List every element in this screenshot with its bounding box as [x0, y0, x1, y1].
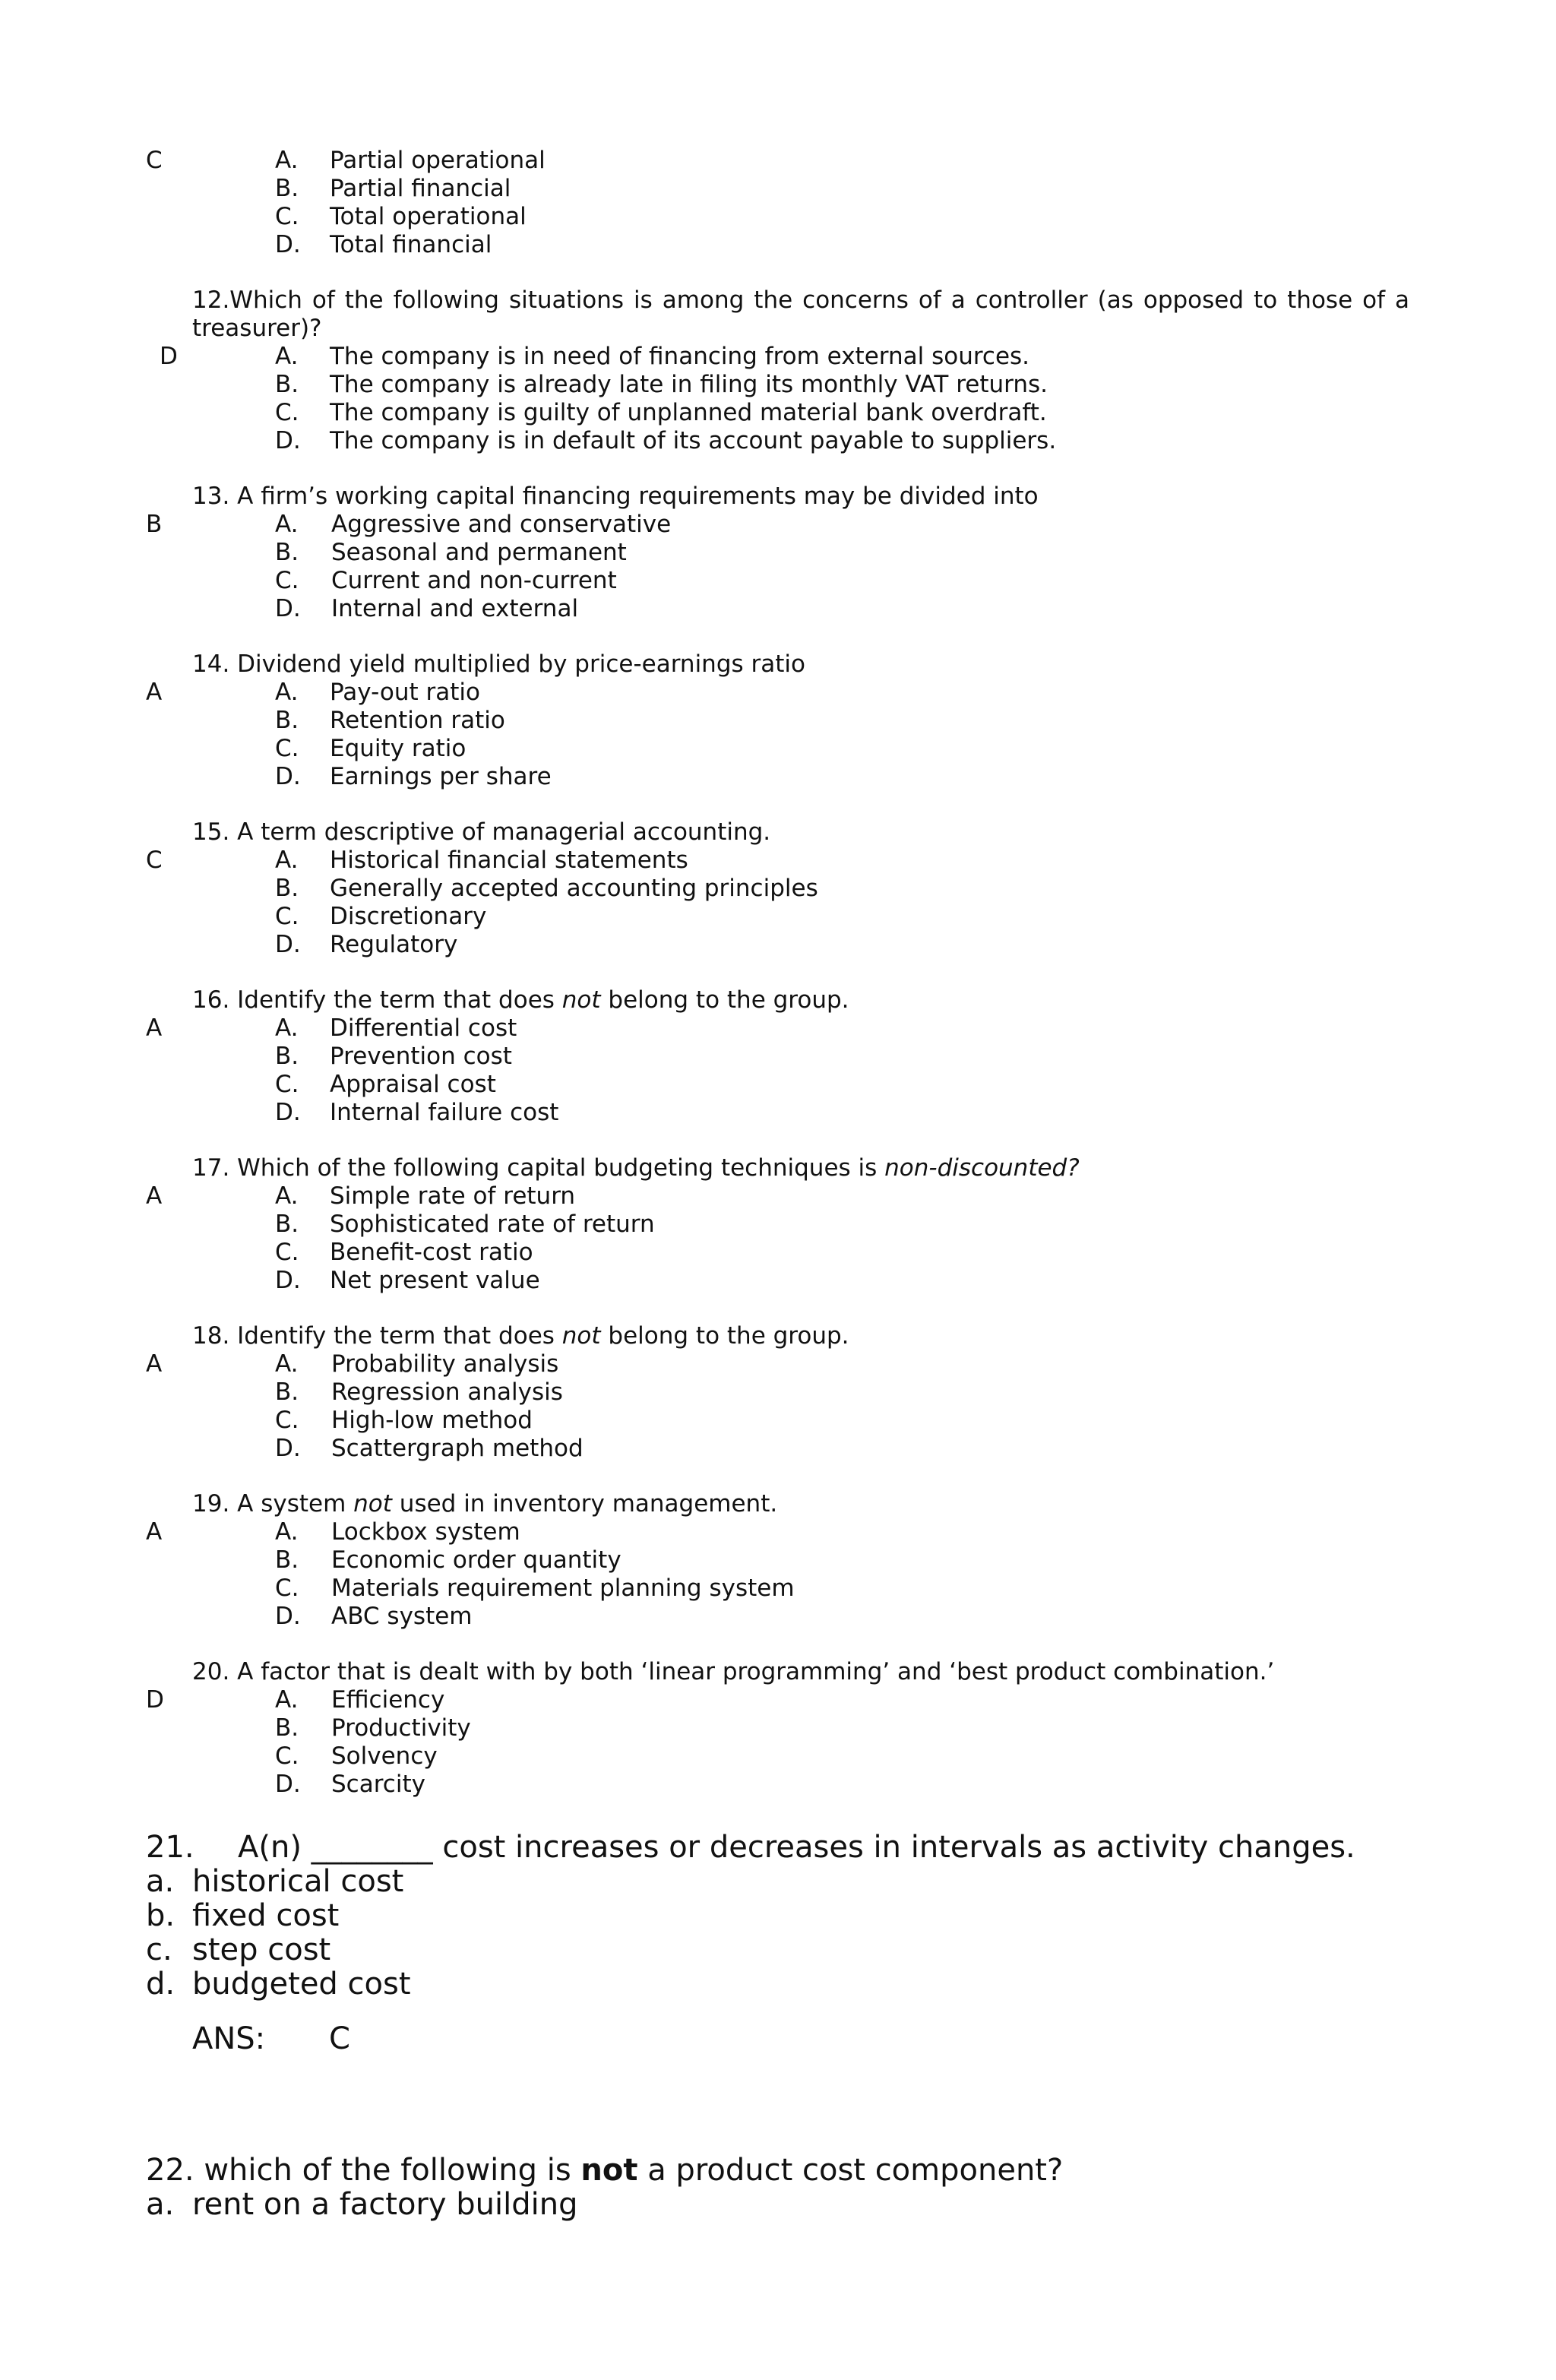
stem-text: used in inventory management. [391, 1490, 778, 1518]
option-text: ABC system [331, 1603, 473, 1630]
option-text: Appraisal cost [330, 1071, 496, 1098]
option-text: rent on a factory building [192, 2187, 578, 2222]
option-text: Productivity [331, 1714, 471, 1742]
option-text: Discretionary [330, 903, 487, 930]
option-text: Current and non-current [331, 567, 617, 594]
option-letter: D. [275, 427, 301, 454]
option-letter: a. [146, 1864, 175, 1899]
option-text: Efficiency [331, 1686, 445, 1714]
option-text: historical cost [192, 1864, 404, 1899]
question-stem [192, 1154, 1080, 1182]
option-letter: C. [275, 1239, 299, 1266]
option-text: Scattergraph method [331, 1435, 584, 1462]
option-letter: D. [275, 231, 301, 258]
option-text: The company is in need of financing from external sources. [330, 343, 1030, 370]
option-letter: B. [275, 175, 299, 202]
option-letter: B. [275, 707, 299, 734]
option-letter: b. [146, 1898, 176, 1933]
option-letter: A. [275, 679, 299, 706]
option-text: Internal failure cost [330, 1099, 559, 1126]
option-text: Partial financial [330, 175, 511, 202]
question-stem [146, 2153, 1063, 2188]
option-text: Solvency [331, 1742, 438, 1770]
stem-emphasis: not [580, 2153, 638, 2188]
question-stem [192, 986, 849, 1014]
question-stem: 14. Dividend yield multiplied by price-earnings ratio [192, 650, 805, 678]
stem-text: 18. Identify the term that does [192, 1322, 562, 1350]
answer-key: A [146, 1014, 163, 1042]
option-letter: C. [275, 567, 299, 594]
option-text: Total operational [330, 203, 527, 230]
answer-key: D [160, 343, 178, 370]
option-text: The company is in default of its account payable to suppliers. [330, 427, 1057, 454]
option-letter: C. [275, 903, 299, 930]
stem-emphasis: not [561, 1322, 601, 1350]
option-letter: D. [275, 1099, 301, 1126]
option-text: Pay-out ratio [330, 679, 480, 706]
answer-key: A [146, 679, 163, 706]
option-text: Lockbox system [331, 1518, 520, 1546]
option-text: Probability analysis [331, 1350, 559, 1378]
option-letter: C. [275, 1575, 299, 1602]
option-letter: C. [275, 1071, 299, 1098]
question-stem: 12.Which of the following situations is among the concerns of a controller (as opposed to those of a [192, 286, 1409, 314]
option-text: Net present value [330, 1267, 540, 1294]
option-text: Equity ratio [330, 735, 466, 762]
option-letter: A. [275, 343, 299, 370]
option-text: Historical financial statements [330, 847, 688, 874]
option-letter: A. [275, 1686, 299, 1714]
option-letter: C. [275, 399, 299, 426]
option-letter: B. [275, 1043, 299, 1070]
stem-text: a product cost component? [637, 2153, 1064, 2188]
option-letter: A. [275, 1350, 299, 1378]
stem-text: 17. Which of the following capital budgeting techniques is [192, 1154, 885, 1182]
answer-label: ANS: [192, 2021, 266, 2056]
option-letter: A. [275, 1518, 299, 1546]
answer-key: A [146, 1350, 163, 1378]
option-text: Simple rate of return [330, 1182, 576, 1210]
option-letter: B. [275, 1211, 299, 1238]
option-letter: A. [275, 511, 299, 538]
option-letter: D. [275, 1435, 301, 1462]
option-text: Benefit-cost ratio [330, 1239, 533, 1266]
option-letter: C. [275, 1407, 299, 1434]
option-letter: C. [275, 735, 299, 762]
answer-key: C [146, 147, 163, 174]
option-text: Earnings per share [330, 763, 552, 790]
stem-text: belong to the group. [600, 1322, 849, 1350]
option-text: Economic order quantity [331, 1546, 621, 1574]
option-letter: A. [275, 1014, 299, 1042]
option-letter: D. [275, 595, 301, 622]
option-text: Regression analysis [331, 1378, 563, 1406]
option-letter: D. [275, 931, 301, 958]
answer-key: D [146, 1686, 164, 1714]
answer-key: A [146, 1182, 163, 1210]
option-text: Retention ratio [330, 707, 505, 734]
option-letter: B. [275, 875, 299, 902]
option-letter: B. [275, 1546, 299, 1574]
option-text: Scarcity [331, 1771, 425, 1798]
option-letter: d. [146, 1967, 176, 2002]
option-letter: D. [275, 763, 301, 790]
question-stem: 15. A term descriptive of managerial accounting. [192, 818, 771, 846]
answer-key: B [146, 511, 163, 538]
question-stem-continued: treasurer)? [192, 315, 322, 342]
option-letter: a. [146, 2187, 175, 2222]
question-stem: A(n) ________ cost increases or decreases in intervals as activity changes. [238, 1830, 1355, 1865]
stem-text: 19. A system [192, 1490, 354, 1518]
option-text: step cost [192, 1932, 331, 1967]
option-text: Total financial [330, 231, 492, 258]
option-text: High-low method [331, 1407, 533, 1434]
option-text: fixed cost [192, 1898, 340, 1933]
option-letter: A. [275, 147, 299, 174]
option-letter: B. [275, 1714, 299, 1742]
option-text: Partial operational [330, 147, 546, 174]
stem-emphasis: not [353, 1490, 392, 1518]
question-stem [192, 1490, 777, 1518]
stem-text: 22. which of the following is [146, 2153, 581, 2188]
option-text: Materials requirement planning system [331, 1575, 795, 1602]
option-letter: B. [275, 1378, 299, 1406]
question-stem: 13. A firm’s working capital financing requirements may be divided into [192, 483, 1039, 510]
answer-value: C [329, 2021, 350, 2056]
option-letter: C. [275, 203, 299, 230]
answer-key: A [146, 1518, 163, 1546]
option-text: Regulatory [330, 931, 458, 958]
option-text: The company is guilty of unplanned material bank overdraft. [330, 399, 1047, 426]
option-text: Internal and external [331, 595, 579, 622]
option-letter: D. [275, 1603, 301, 1630]
question-stem [192, 1322, 849, 1350]
answer-key: C [146, 847, 163, 874]
option-letter: c. [146, 1932, 172, 1967]
option-text: Generally accepted accounting principles [330, 875, 818, 902]
option-letter: B. [275, 371, 299, 398]
option-text: Seasonal and permanent [331, 539, 627, 566]
stem-text: belong to the group. [600, 986, 849, 1014]
stem-emphasis: non-discounted? [884, 1154, 1080, 1182]
option-letter: A. [275, 847, 299, 874]
option-text: Aggressive and conservative [331, 511, 672, 538]
option-text: budgeted cost [192, 1967, 411, 2002]
option-letter: A. [275, 1182, 299, 1210]
question-number: 21. [146, 1830, 194, 1865]
option-letter: B. [275, 539, 299, 566]
option-letter: C. [275, 1742, 299, 1770]
stem-emphasis: not [561, 986, 601, 1014]
option-letter: D. [275, 1267, 301, 1294]
option-letter: D. [275, 1771, 301, 1798]
option-text: Prevention cost [330, 1043, 512, 1070]
question-stem: 20. A factor that is dealt with by both ‘linear programming’ and ‘best product combination.’ [192, 1658, 1275, 1685]
stem-text: 16. Identify the term that does [192, 986, 562, 1014]
option-text: The company is already late in filing its monthly VAT returns. [330, 371, 1048, 398]
option-text: Sophisticated rate of return [330, 1211, 655, 1238]
option-text: Differential cost [330, 1014, 517, 1042]
